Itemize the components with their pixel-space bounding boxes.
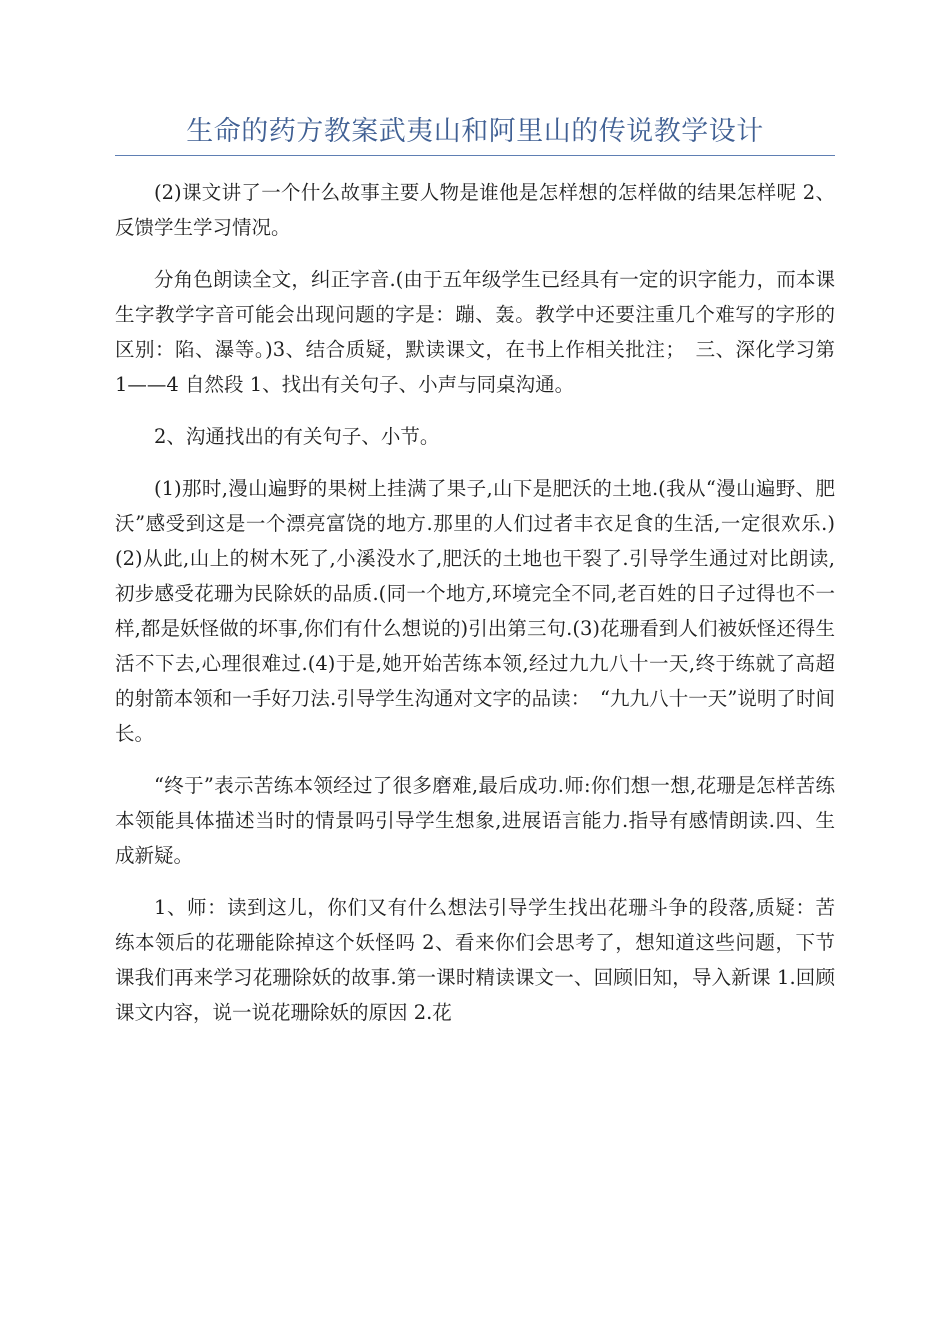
- paragraph: 1、师：读到这儿，你们又有什么想法引导学生找出花珊斗争的段落,质疑：苦练本领后的花珊能除掉这个妖怪吗 2、看来你们会思考了，想知道这些问题，下节课我们再来学习花珊除妖的故事.第一课时精读课文一、回顾旧知，导入新课 1.回顾课文内容，说一说花珊除妖的原因 2.花: [115, 896, 835, 1024]
- paragraph: (1)那时,漫山遍野的果树上挂满了果子,山下是肥沃的土地.(我从“漫山遍野、肥沃”感受到这是一个漂亮富饶的地方.那里的人们过者丰衣足食的生活,一定很欢乐.)(2)从此,山上的树木死了,小溪没水了,肥沃的土地也干裂了.引导学生通过对比朗读,初步感受花珊为民除妖的品质.(同一个地方,环境完全不同,老百姓的日子过得也不一样,都是妖怪做的坏事,你们有什么想说的)引出第三句.(3)花珊看到人们被妖怪还得生活不下去,心理很难过.(4)于是,她开始苦练本领,经过九九八十一天,终于练就了高超的射箭本领和一手好刀法.引导学生沟通对文字的品读： “九九八十一天”说明了时间长。: [115, 477, 835, 745]
- paragraph: “终于”表示苦练本领经过了很多磨难,最后成功.师:你们想一想,花珊是怎样苦练本领能具体描述当时的情景吗引导学生想象,进展语言能力.指导有感情朗读.四、生成新疑。: [115, 774, 835, 867]
- paragraph: (2)课文讲了一个什么故事主要人物是谁他是怎样想的怎样做的结果怎样呢 2、反馈学生学习情况。: [115, 181, 835, 239]
- paragraph: 分角色朗读全文，纠正字音.(由于五年级学生已经具有一定的识字能力，而本课生字教学字音可能会出现问题的字是：蹦、轰。教学中还要注重几个难写的字形的区别：陷、瀑等。)3、结合质疑，默读课文，在书上作相关批注； 三、深化学习第 1——4 自然段 1、找出有关句子、小声与同桌沟通。: [115, 268, 835, 396]
- document-body: [115, 175, 835, 1047]
- title-underline: [115, 155, 835, 156]
- paragraph: 2、沟通找出的有关句子、小节。: [154, 425, 440, 448]
- document-title: 生命的药方教案武夷山和阿里山的传说教学设计: [186, 116, 764, 147]
